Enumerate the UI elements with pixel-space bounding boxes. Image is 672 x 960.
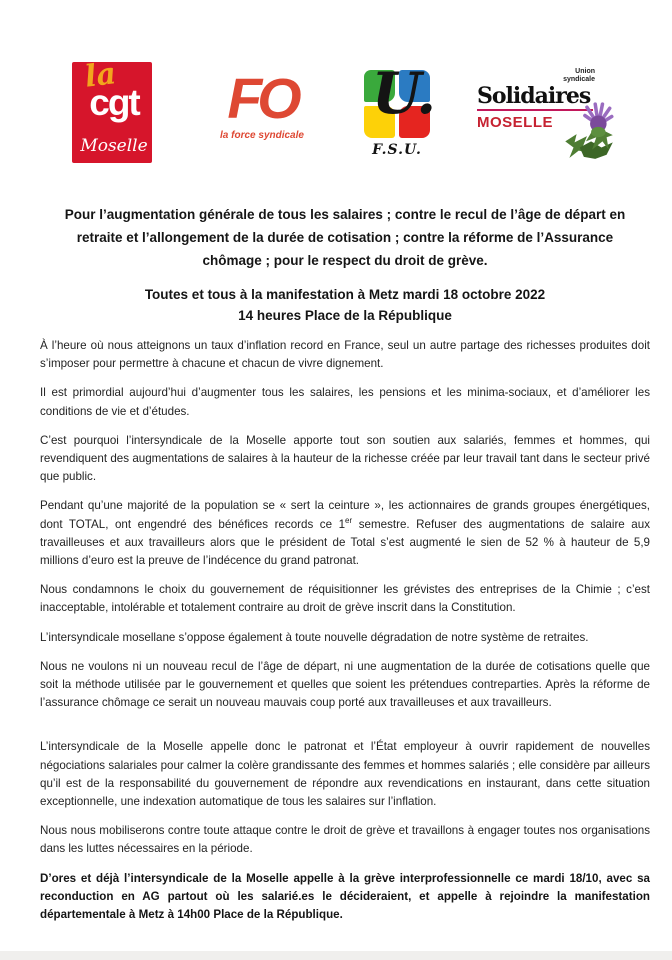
fsu-caption: F.S.U. (372, 142, 422, 158)
fsu-u-monogram: U. (371, 60, 437, 127)
p4-before: Pendant qu’une majorité de la population se « sert la ceinture », les actionnaires de grands groupes énergétiques, dont TOTAL, ont engendré des bénéfices records ce 1 (40, 499, 650, 531)
paragraph-intersyndicale-soutien: C’est pourquoi l’intersyndicale de la Moselle apporte tout son soutien aux salariés, femmes et hommes, qui revendiquent des augmentations de salaires à la hauteur de la richesse créée par leur travail tant dans le secteur privé que public. (40, 433, 650, 484)
p4-superscript: er (345, 515, 353, 525)
cgt-la-script: la (82, 56, 118, 95)
paragraph-total-benefices (40, 497, 650, 570)
paragraph-salaires: Il est primordial aujourd’hui d’augmenter tous les salaires, les pensions et les minima-sociaux, et d’améliorer les conditions de vie et d’études. (40, 386, 650, 418)
fo-logo (219, 67, 305, 142)
demo-place-line: 14 heures Place de la République (238, 308, 452, 323)
cgt-wordmark: cgt (89, 82, 139, 123)
fsu-color-grid (364, 60, 437, 138)
cgt-region-label: Moselle (80, 136, 148, 156)
paragraph-appel-greve: D’ores et déjà l’intersyndicale de la Moselle appelle à la grève interprofessionnelle ce mardi 18/10, avec sa reconduction en AG partout où les salarié.es le décideraient, et appelle à rejoindre la manifestation départementale à Metz à 14h00 Place de la République. (40, 871, 650, 922)
paragraph-age-depart: Nous ne voulons ni un nouveau recul de l’âge de départ, ni une augmentation de la durée de cotisations quelle que soit la méthode utilisée par le gouvernement et quelles que soient les prétendues contreparties. Après la réforme de l’assurance chômage ce serait un nouveau mauvais coup porté aux travailleuses et aux travailleurs. (40, 659, 650, 710)
syndicale-word: syndicale (563, 76, 595, 84)
paragraph-negociations: L’intersyndicale de la Moselle appelle donc le patronat et l’État employeur à ouvrir rapidement de nouvelles négociations salariales pour calmer la colère grandissante des femmes et hommes salariés ; elle considère par ailleurs qu’il est de la responsabilité du gouvernement de répondre aux revendications en instaurant, dans cette situation exceptionnelle, une indexation automatique de tous les salaires sur l’inflation. (40, 740, 650, 809)
solidaires-wordmark: Solidaires (477, 82, 591, 109)
thistle-flower-icon (561, 100, 615, 162)
paragraph-inflation: À l’heure où nous atteignons un taux d’inflation record en France, seul un autre partage des richesses produites doit s’imposer pour permettre à chacune et chacun de vivre dignement. (40, 339, 650, 371)
union-word: Union (575, 68, 595, 75)
call-to-demonstration (40, 284, 650, 326)
p4-after: semestre. Refuser des augmentations de salaire aux travailleuses et aux travailleurs alors que le président de Total s’est augmenté le sien de 52 % à hauteur de 5,9 millions d’euro est la preuve de l’indécence du grand patronat. (40, 517, 650, 568)
cgt-moselle-logo (72, 56, 152, 163)
fo-wordmark: FO (227, 67, 297, 131)
fsu-logo (360, 60, 437, 158)
solidaires-moselle-logo (477, 68, 605, 131)
paragraph-retraites: L’intersyndicale mosellane s’oppose également à toute nouvelle dégradation de notre système de retraites. (40, 630, 589, 644)
paragraph-requisition-chimie: Nous condamnons le choix du gouvernement de réquisitionner les grévistes des entreprises de la Chimie ; c’est inacceptable, intolérable et totalement contraire au droit de grève inscrit dans la Constitution. (40, 583, 650, 615)
body-text (40, 337, 650, 924)
solidaires-region-label: MOSELLE (477, 114, 554, 132)
fo-tagline: la force syndicale (220, 130, 304, 142)
scan-bottom-edge (0, 951, 672, 960)
headline: Pour l’augmentation générale de tous les salaires ; contre le recul de l’âge de départ en retraite et l’allongement de la durée de cotisation ; contre la réforme de l’Assurance chômage ; pour le respect du droit de grève. (64, 207, 626, 268)
leaflet-text-content (40, 203, 650, 935)
union-logo-band (0, 0, 672, 180)
paragraph-mobilisation: Nous nous mobiliserons contre toute attaque contre le droit de grève et travaillons à engager toutes nos organisations dans les luttes nécessaires en la période. (40, 824, 650, 856)
demo-date-line: Toutes et tous à la manifestation à Metz mardi 18 octobre 2022 (144, 287, 546, 302)
